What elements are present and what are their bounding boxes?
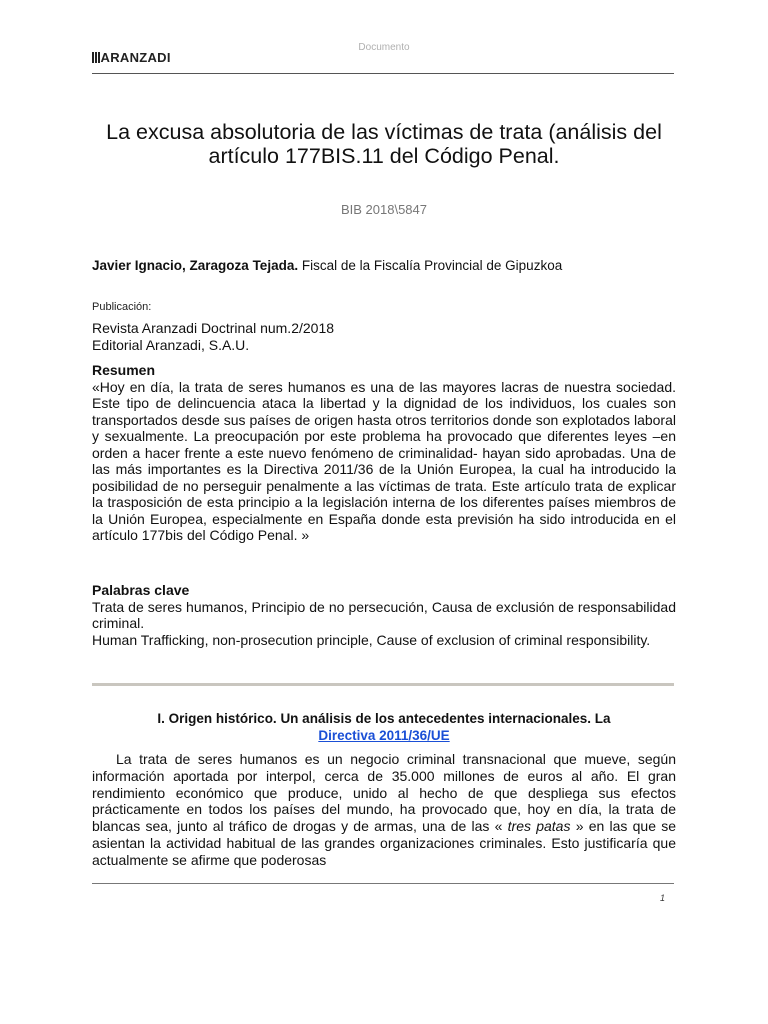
- keywords-spanish: Trata de seres humanos, Principio de no persecución, Causa de exclusión de responsabilidad criminal.: [92, 598, 676, 631]
- section-title: [92, 710, 676, 744]
- author-name: Javier Ignacio, Zaragoza Tejada.: [92, 258, 299, 273]
- author-role: Fiscal de la Fiscalía Provincial de Gipuzkoa: [298, 258, 563, 273]
- section-body: [92, 751, 676, 869]
- directive-link[interactable]: Directiva 2011/36/UE: [318, 728, 450, 743]
- aranzadi-logo: [92, 50, 171, 65]
- section-divider: [92, 683, 674, 686]
- keywords-english: Human Trafficking, non-prosecution principle, Cause of exclusion of criminal responsibility.: [92, 631, 651, 648]
- logo-bars-icon: [92, 52, 100, 63]
- page-number: 1: [660, 893, 666, 903]
- summary-text: «Hoy en día, la trata de seres humanos es una de las mayores lacras de nuestra sociedad. Este tipo de delincuencia ataca la libertad y la dignidad de los individuos, los cuales son transportados desde sus países de origen hasta otros territorios donde son explotados laboral y sexualmente. La preocupación por este problema ha provocado que diferentes leyes –en orden a hacer frente a este nuevo fenómeno de criminalidad- hayan sido aprobadas. Una de las más importantes es la Directiva 2011/36 de la Unión Europea, la cual ha introducido la posibilidad de no perseguir penalmente a las víctimas de trata. Este artículo trata de explicar la trasposición de esta principio a la legislación interna de los diferentes países miembros de la Unión Europea, especialmente en España donde esta previsión ha sido introducida en el artículo 177bis del Código Penal. »: [92, 378, 676, 543]
- document-reference: BIB 2018\5847: [340, 202, 428, 217]
- publication-label: Publicación:: [92, 301, 152, 313]
- publication-publisher: Editorial Aranzadi, S.A.U.: [92, 337, 250, 353]
- keywords-heading: Palabras clave: [92, 582, 190, 598]
- section-title-text: I. Origen histórico. Un análisis de los antecedentes internacionales. La: [157, 711, 611, 726]
- keywords-section: [92, 582, 676, 648]
- body-text-italic: tres patas: [507, 818, 571, 835]
- logo-text: ARANZADI: [100, 50, 171, 65]
- publication-journal: Revista Aranzadi Doctrinal num.2/2018: [92, 320, 335, 336]
- body-text-part2: » en las que se asientan la actividad habitual de las grandes organizaciones criminales. Esto justificaría que actualmente se afirme que poderosas: [92, 818, 677, 868]
- publication-info: [92, 320, 334, 354]
- summary-heading: Resumen: [92, 362, 156, 378]
- author-line: [92, 258, 676, 273]
- header-divider: [92, 73, 674, 74]
- body-text-part1: La trata de seres humanos es un negocio criminal transnacional que mueve, según información aportada por interpol, cerca de 35.000 millones de euros al año. El gran rendimiento económico que produce, unido al hecho de que despliega sus efectos prácticamente en todos los países del mundo, ha provocado que, hoy en día, la trata de blancas sea, junto al tráfico de drogas y de armas, una de las «: [92, 751, 676, 835]
- footer-divider: [92, 883, 674, 884]
- summary-section: [92, 362, 676, 544]
- document-label: Documento: [358, 42, 410, 53]
- document-title: La excusa absolutoria de las víctimas de trata (análisis del artículo 177BIS.11 del Código Penal.: [106, 120, 662, 168]
